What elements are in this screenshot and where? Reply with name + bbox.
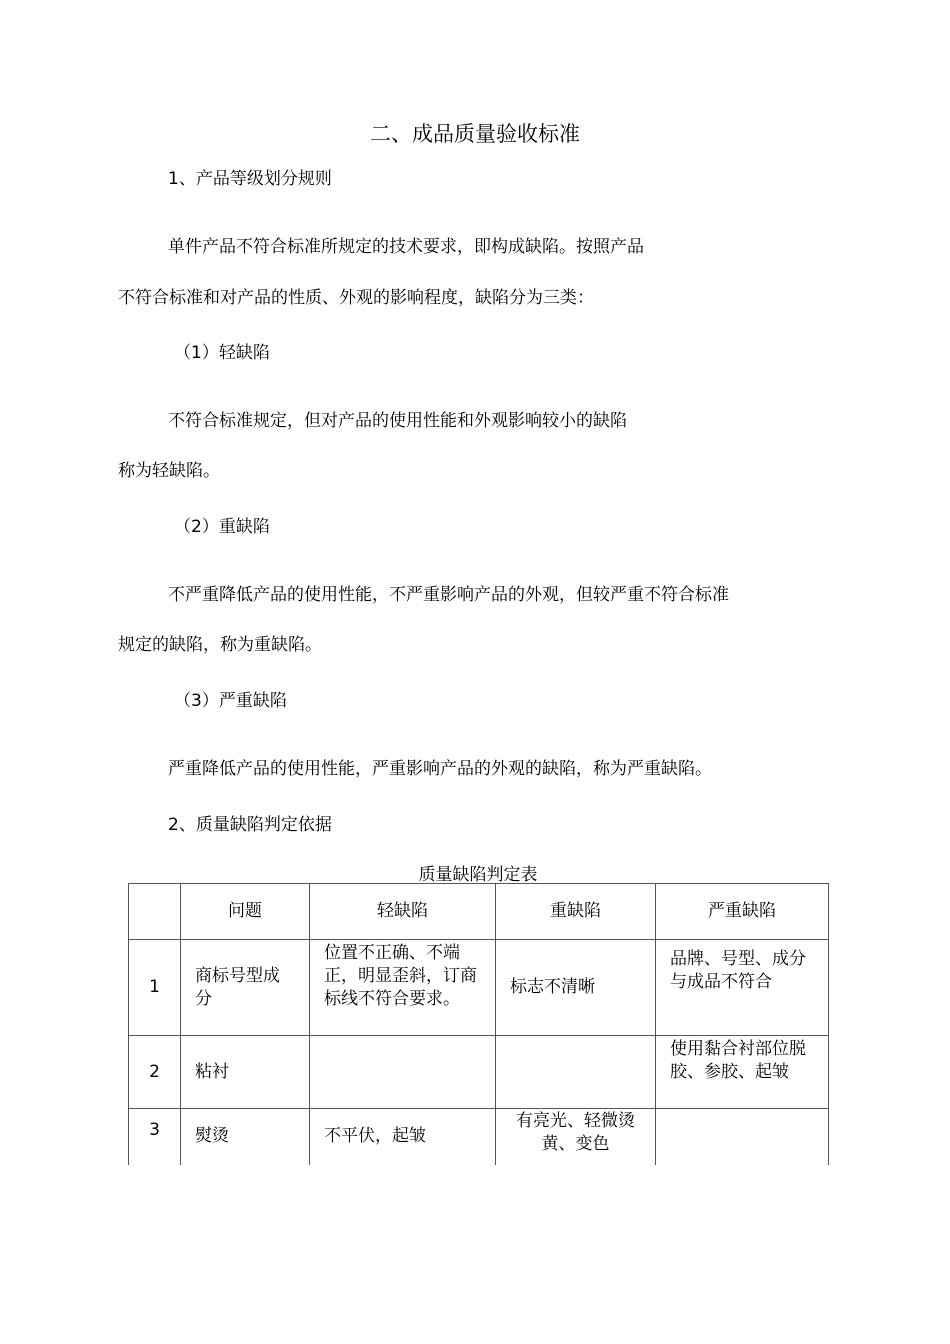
issue-cell: 粘衬 — [181, 1036, 310, 1109]
light-defect-cell: 位置不正确、不端正，明显歪斜，订商标线不符合要求。 — [310, 940, 496, 1036]
table-row — [129, 940, 829, 1036]
header-cell-heavy: 重缺陷 — [496, 884, 656, 940]
page-title: 二、成品质量验收标准 — [370, 122, 580, 146]
header-cell-light: 轻缺陷 — [310, 884, 496, 940]
header-cell-number — [129, 884, 181, 940]
defect-table — [128, 883, 829, 1165]
light-defect-line-2: 称为轻缺陷。 — [118, 461, 220, 481]
intro-paragraph-line-1: 单件产品不符合标准所规定的技术要求，即构成缺陷。按照产品 — [168, 237, 644, 257]
heavy-defect-cell — [496, 1036, 656, 1109]
severe-defect-cell: 使用黏合衬部位脱胶、参胶、起皱 — [656, 1036, 829, 1109]
issue-cell: 商标号型成分 — [181, 940, 310, 1036]
section-1-heading: 1、产品等级划分规则 — [168, 169, 332, 189]
severe-defect-line-1: 严重降低产品的使用性能，严重影响产品的外观的缺陷，称为严重缺陷。 — [168, 759, 712, 779]
header-cell-severe: 严重缺陷 — [656, 884, 829, 940]
header-cell-issue: 问题 — [181, 884, 310, 940]
heavy-defect-cell: 标志不清晰 — [496, 940, 656, 1036]
light-defect-cell — [310, 1036, 496, 1109]
heavy-defect-cell: 有亮光、轻微烫黄、变色 — [496, 1109, 656, 1165]
severe-defect-cell: 品牌、号型、成分与成品不符合 — [656, 940, 829, 1036]
row-number: 3 — [129, 1109, 181, 1165]
heavy-defect-heading: （2）重缺陷 — [174, 517, 270, 537]
severe-defect-heading: （3）严重缺陷 — [174, 691, 287, 711]
heavy-defect-line-1: 不严重降低产品的使用性能，不严重影响产品的外观，但较严重不符合标准 — [168, 585, 729, 605]
intro-paragraph-line-2: 不符合标准和对产品的性质、外观的影响程度，缺陷分为三类： — [118, 288, 594, 308]
light-defect-line-1: 不符合标准规定，但对产品的使用性能和外观影响较小的缺陷 — [168, 411, 627, 431]
row-number: 1 — [129, 940, 181, 1036]
light-defect-cell: 不平伏，起皱 — [310, 1109, 496, 1165]
table-row — [129, 1109, 829, 1165]
table-header-row — [129, 884, 829, 940]
row-number: 2 — [129, 1036, 181, 1109]
table-caption: 质量缺陷判定表 — [418, 865, 538, 885]
issue-cell: 熨烫 — [181, 1109, 310, 1165]
light-defect-heading: （1）轻缺陷 — [174, 343, 270, 363]
section-2-heading: 2、质量缺陷判定依据 — [168, 815, 332, 835]
table-row — [129, 1036, 829, 1109]
severe-defect-cell — [656, 1109, 829, 1165]
heavy-defect-line-2: 规定的缺陷，称为重缺陷。 — [118, 635, 322, 655]
